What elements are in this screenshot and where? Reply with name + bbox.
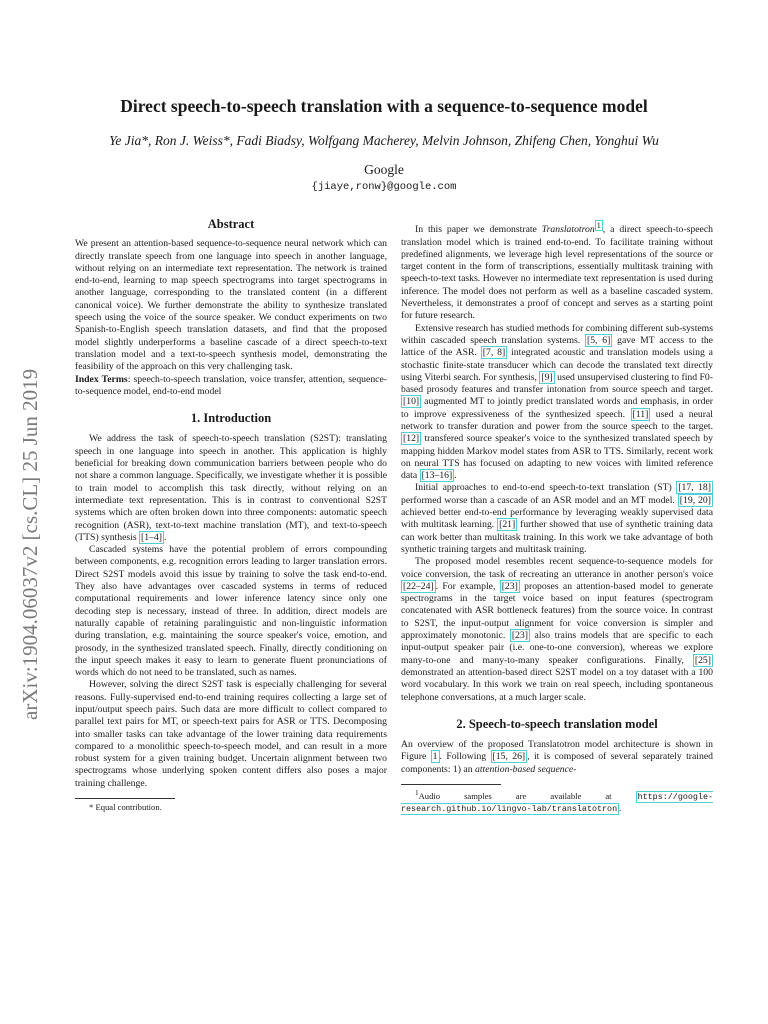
text-span: transfered source speaker's voice to the synthesized translated speech by mapping hidden Markov model states from ASR to TTS. Similarly, recent work on neural TTS has focused on adapting to new voices with limited reference data [401,433,713,482]
section-2-heading: 2. Speech-to-speech translation model [456,716,658,731]
left-column [75,218,387,813]
text-span: demonstrated an attention-based direct S2ST model on a toy dataset with a 100 word vocabulary. In this work we train on real speech, including spontaneous telephone conversations, at a much larger scale. [401,666,713,703]
text-span: . [619,802,622,813]
section-2-paragraph [401,739,713,776]
text-span: . For example, [435,580,500,592]
text-span: In this paper we demonstrate [415,224,542,236]
footnote-link[interactable]: 1 [596,221,601,230]
text-span: Initial approaches to end-to-end speech-to-text translation (ST) [415,482,677,494]
citation-link[interactable]: [9] [541,371,553,383]
text-span: achieved better end-to-end performance by leveraging weakly supervised data with multitask learning. [401,507,713,531]
paper-title: Direct speech-to-speech translation with a sequence-to-sequence model [120,96,648,116]
right-paragraph-3 [401,482,713,556]
text-span: Audio samples are available at [418,790,636,801]
text-span: , it is composed of several separately trained components: 1) an [401,751,713,775]
text-span: augmented MT to jointly predict translated words and emphasis, in order to improve expressiveness of the synthesized speech. [401,396,713,420]
abstract-text [75,238,387,373]
intro-paragraph-2: Cascaded systems have the potential problem of errors compounding between components, e.g. recognition errors leading to larger translation errors. Direct S2ST models avoid this issue by training to solve the task end-to-end. They also have advantages over cascaded systems in terms of reduced computational requirements and lower inference latency since only one decoding step is necessary, instead of three. In addition, direct models are naturally capable of retaining paralinguistic and non-linguistic information during translation, e.g. maintaining the source speaker's voice, emotion, and prosody, in the synthesized translated speech. Finally, directly conditioning on the input speech makes it easy to learn to generate fluent pronunciations of words which do not need to be translated, such as names. [75,544,387,679]
citation-link[interactable]: [23] [511,630,528,642]
citation-link[interactable]: [13–16] [421,470,453,482]
text-span: . [164,531,167,543]
audio-samples-link[interactable]: https://google-research.github.io/lingvo-lab/translatotron [401,791,713,814]
citation-link[interactable]: [11] [632,408,649,420]
footnote-equal-contribution: * Equal contribution. [89,802,162,813]
right-paragraph-2 [401,323,713,483]
index-terms-list: : speech-to-speech translation, voice transfer, attention, sequence-to-sequence model, end-to-end model [75,373,387,397]
citation-link[interactable]: [19, 20] [679,494,711,506]
figure-link[interactable]: 1 [432,751,438,763]
citation-link[interactable]: [1–4] [141,531,163,543]
author-list: Ye Jia*, Ron J. Weiss*, Fadi Biadsy, Wolfgang Macherey, Melvin Johnson, Zhifeng Chen, Yonghui Wu [109,133,659,148]
right-column [401,220,713,815]
citation-link[interactable]: [12] [403,433,420,445]
intro-heading: 1. Introduction [190,411,272,426]
text-span: used unsupervised clustering to find F0-based prosody features and transfer intonation from source speech and target. [401,371,713,396]
citation-link[interactable]: [23] [501,580,518,592]
text-span: The proposed model resembles recent sequence-to-sequence models for voice conversion, the task of recreating an utterance in another person's voice [401,556,713,580]
abstract-body: We present an attention-based sequence-to-sequence neural network which can directly translate speech from one language into speech in another language, without relying on an intermediate text representation. The network is trained end-to-end, learning to map speech spectrograms into target spectrograms in another language, corresponding to the translated content (in a different canonical voice). We further demonstrate the ability to synthesize translated speech using the voice of the source speaker. We conduct experiments on two Spanish-to-English speech translation datasets, and find that the proposed model slightly underperforms a baseline cascade of a direct speech-to-text translation model and a text-to-speech synthesis model, demonstrating the feasibility of the approach on this very challenging task. [75,238,387,373]
text-span: proposes an attention-based model to generate spectrograms in the target voice based on input features (spectrogram concatenated with ASR bottleneck features) from the source voice. In contrast to S2ST, the input-output alignment for voice conversion is simpler and approximately monotonic. [401,580,713,642]
author-email[interactable]: {jiaye,ronw}@google.com [311,181,457,193]
index-terms-label: Index Terms [75,373,128,385]
text-span: attention-based sequence- [475,763,577,775]
text-span: also trains models that are specific to each input-output speaker pair (i.e. one-to-one conversion), whereas we explore many-to-one and many-to-many speaker configurations. Finally, [401,630,714,666]
text-span: . [454,470,457,482]
text-span: An overview of the proposed Translatotron model architecture is shown in Figure [401,739,713,763]
citation-link[interactable]: [21] [499,519,516,531]
text-span: performed worse than a cascade of an ASR model and an MT model. [401,494,678,506]
right-paragraph-1 [401,220,713,323]
intro-paragraph-3: However, solving the direct S2ST task is especially challenging for several reasons. Fully-supervised end-to-end training requires collecting a large set of input/output speech pairs. Such data are more difficult to collect compared to parallel text pairs for MT, or speech-text pairs for ASR or TTS. Decomposing into smaller tasks can take advantage of the lower training data requirements compared to a monolithic speech-to-speech model, and can result in a more robust system for a given training budget. Uncertain alignment between two spectrograms whose underlying spoken content differs also poses a major training challenge. [75,679,387,789]
text-span: Extensive research has studied methods for combining different sub-systems within cascaded speech translation systems. [401,322,713,346]
text-span: integrated acoustic and translation models using a stochastic finite-state transducer which can decode the translated text directly using Viterbi search. For synthesis, [401,347,713,383]
text-span: , a direct speech-to-speech translation model which is trained end-to-end. To facilitate training without predefined alignments, we leverage high level representations of the source or target content in the form of transcriptions, essentially multitask training with speech-to-text tasks. However no intermediate text representation is used during inference. The model does not perform as well as a baseline cascaded system. Nevertheless, it demonstrates a proof of concept and serves as a starting point for future research. [401,224,713,322]
text-span: further showed that use of synthetic training data can work better than multitask training. In this work we take advantage of both synthetic training targets and multitask training. [401,519,713,555]
text-span: used a neural network to transfer duration and power from the source speech to the target. [401,408,713,432]
citation-link[interactable]: [5, 6] [586,334,611,346]
intro-paragraph-1 [75,433,387,544]
affiliation: Google [364,162,404,177]
footnote-mark: 1 [415,789,419,797]
citation-link[interactable]: [10] [403,396,420,408]
citation-link[interactable]: [25] [694,654,711,666]
arxiv-stamp[interactable]: arXiv:1904.06037v2 [cs.CL] 25 Jun 2019 [18,368,42,720]
footnote-rule [401,784,501,785]
footnote-audio-samples [401,788,713,815]
abstract-heading: Abstract [207,217,255,231]
citation-link[interactable]: [15, 26] [492,751,526,763]
text-span: gave MT access to the lattice of the ASR. [401,334,713,359]
citation-link[interactable]: [17, 18] [678,482,712,494]
text-span: . Following [439,751,491,763]
model-name: Translatotron [541,224,595,236]
citation-link[interactable]: [22–24] [403,580,434,592]
text-span: We address the task of speech-to-speech translation (S2ST): translating speech in one language into speech in another. This application is highly beneficial for breaking down communication barriers between people who do not share a common language. Specifically, we investigate whether it is possible to train model to accomplish this task directly, without relying on an intermediate text representation. This is in contrast to conventional S2ST systems which are often broken down into three components: automatic speech recognition (ASR), text-to-text machine translation (MT), and text-to-speech (TTS) synthesis [75,433,387,543]
footnote-rule [75,798,175,799]
right-paragraph-4 [401,556,713,704]
citation-link[interactable]: [7, 8] [482,347,506,359]
index-terms [75,374,387,399]
